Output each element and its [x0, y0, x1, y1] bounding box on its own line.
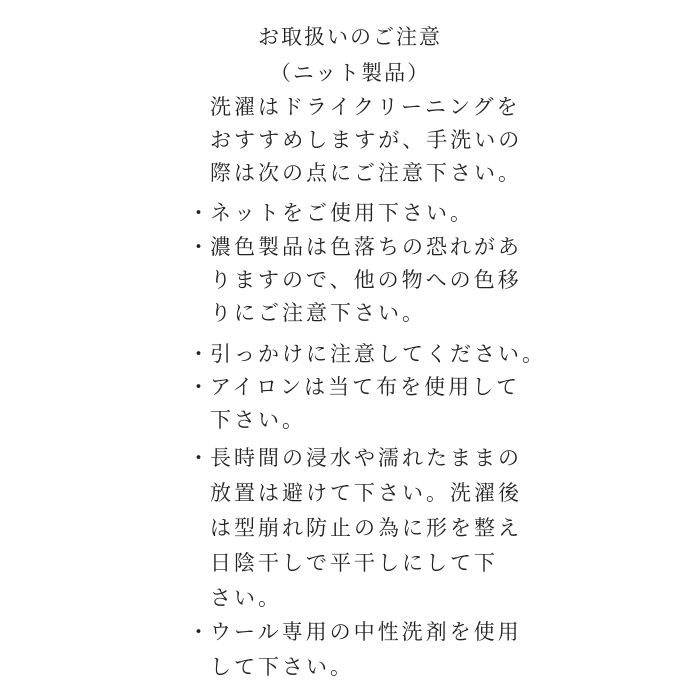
bullet-line: 濃色製品は色落ちの恐れがあ	[210, 235, 522, 259]
bullet-mark: ・	[188, 235, 209, 259]
bullet-mark: ・	[188, 342, 209, 366]
bullet-line: りにご注意下さい。	[210, 301, 426, 325]
bullet-mark: ・	[188, 201, 209, 225]
bullet-line: 下さい。	[210, 408, 306, 432]
bullet-line: は型崩れ防止の為に形を整え	[210, 516, 522, 540]
bullet-mark: ・	[188, 620, 209, 644]
title: お取扱いのご注意	[258, 25, 442, 49]
bullet-line: 放置は避けて下さい。洗濯後	[210, 481, 522, 505]
bullet-line: 日陰干しで平干しにして下	[210, 551, 498, 575]
bullet-line: さい。	[210, 586, 282, 610]
bullet-line: 長時間の浸水や濡れたままの	[210, 446, 522, 470]
bullet-line: ネットをご使用下さい。	[210, 201, 474, 225]
bullet-line: アイロンは当て布を使用して	[210, 375, 521, 399]
bullet-line: して下さい。	[210, 655, 354, 679]
bullet-line: 引っかけに注意してください。	[210, 342, 546, 366]
bullet-mark: ・	[188, 375, 209, 399]
intro-line: おすすめしますが、手洗いの	[210, 128, 523, 152]
bullet-line: ウール専用の中性洗剤を使用	[210, 620, 522, 644]
intro-line: 際は次の点にご注意下さい。	[210, 161, 522, 185]
subtitle: （ニット製品）	[269, 61, 431, 85]
intro-line: 洗濯はドライクリーニングを	[210, 95, 521, 119]
bullet-line: りますので、他の物への色移	[210, 268, 522, 292]
bullet-mark: ・	[188, 446, 209, 470]
